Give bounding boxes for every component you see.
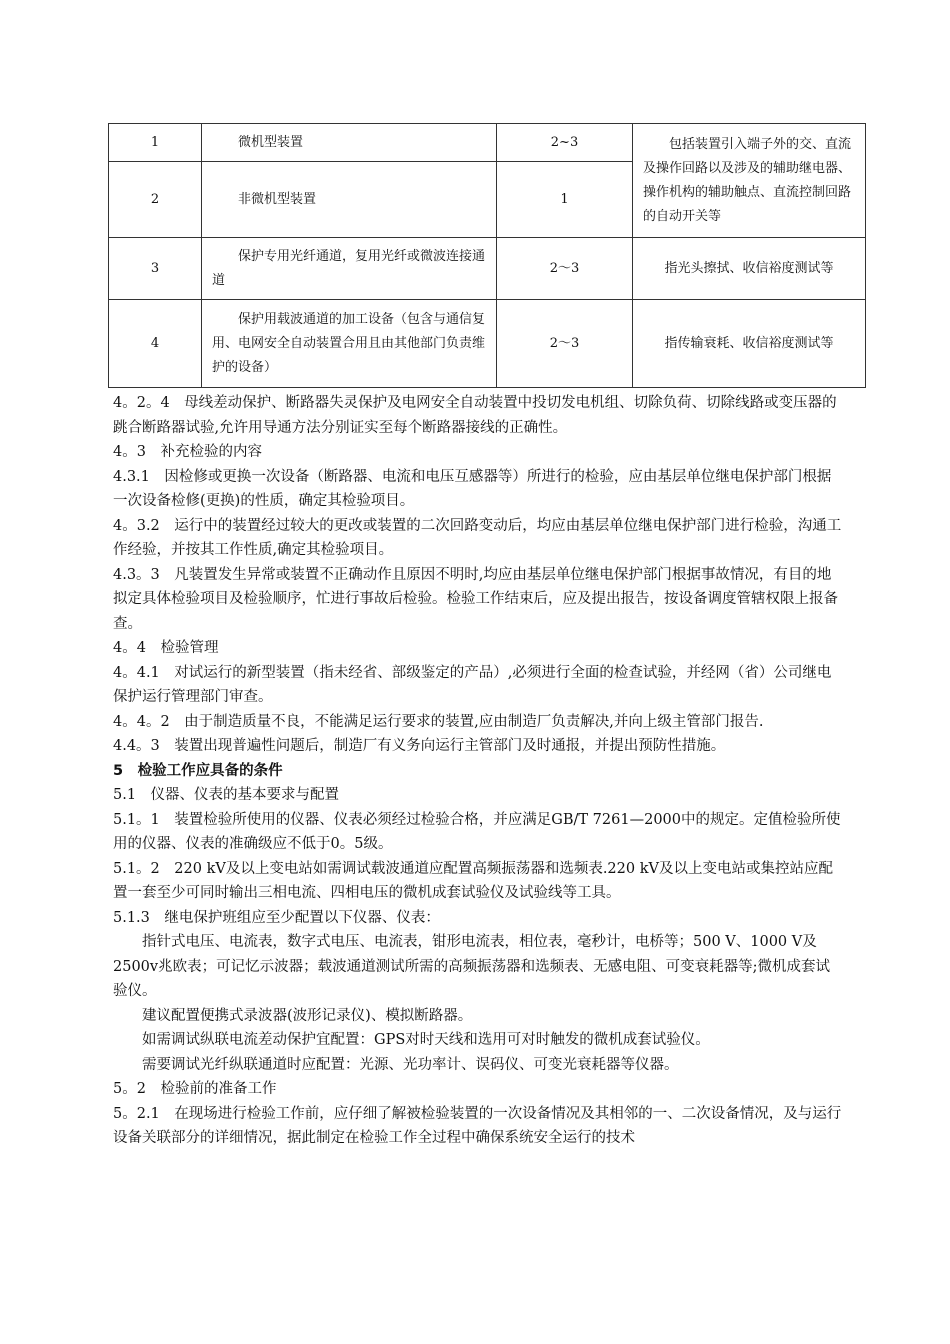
- chapter-heading: 5 检验工作应具备的条件: [113, 762, 283, 779]
- section-heading: 4。3 补充检验的内容: [113, 444, 262, 460]
- row-number: 4: [109, 300, 202, 388]
- paragraph: 5.1.3 继电保护班组应至少配置以下仪器、仪表：: [113, 909, 440, 926]
- row-note: 指光头擦拭、收信裕度测试等: [633, 238, 866, 300]
- paragraph: 4。4.1 对试运行的新型装置（指未经省、部级鉴定的产品）,必须进行全面的检查试验，并经网（省）公司继电保护运行管理部门审查。: [113, 664, 832, 705]
- section-heading: 5.1 仪器、仪表的基本要求与配置: [113, 787, 340, 803]
- paragraph: 5.1。1 装置检验所使用的仪器、仪表必须经过检验合格，并应满足GB/T 7261—2000中的规定。定值检验所使用的仪器、仪表的准确级应不低于0。5级。: [113, 811, 841, 852]
- device-name: 保护用载波通道的加工设备（包含与通信复用、电网安全自动装置合用且由其他部门负责维护的设备）: [202, 300, 497, 388]
- paragraph: 4.3.1 因检修或更换一次设备（断路器、电流和电压互感器等）所进行的检验，应由基层单位继电保护部门根据一次设备检修(更换)的性质，确定其检验项目。: [113, 468, 832, 509]
- row-number: 1: [109, 124, 202, 162]
- table-row: [109, 238, 866, 300]
- cycle-value: 2~3: [497, 124, 633, 162]
- device-name: 非微机型装置: [202, 162, 497, 238]
- row-note: 指传输衰耗、收信裕度测试等: [633, 300, 866, 388]
- paragraph: 4。2。4 母线差动保护、断路器失灵保护及电网安全自动装置中投切发电机组、切除负荷、切除线路或变压器的跳合断路器试验,允许用导通方法分别证实至每个断路器接线的正确性。: [113, 395, 837, 436]
- paragraph: 4。4。2 由于制造质量不良，不能满足运行要求的装置,应由制造厂负责解决,并向上级主管部门报告.: [113, 713, 764, 730]
- paragraph: 指针式电压、电流表，数字式电压、电流表，钳形电流表，相位表，毫秒计，电桥等；500 V、1000 V及2500v兆欧表；可记忆示波器；载波通道测试所需的高频振荡器和选频表、无感电阻、可变衰耗器等;微机成套试验仪。: [113, 934, 830, 999]
- cycle-value: 2～3: [497, 300, 633, 388]
- cycle-value: 2～3: [497, 238, 633, 300]
- device-name: 微机型装置: [202, 124, 497, 162]
- paragraph: 建议配置便携式录波器(波形记录仪)、模拟断路器。: [142, 1007, 473, 1024]
- row-number: 3: [109, 238, 202, 300]
- paragraph: 4。3.2 运行中的装置经过较大的更改或装置的二次回路变动后，均应由基层单位继电保护部门进行检验，沟通工作经验，并按其工作性质,确定其检验项目。: [113, 517, 842, 558]
- paragraph: 需要调试光纤纵联通道时应配置：光源、光功率计、误码仪、可变光衰耗器等仪器。: [142, 1056, 679, 1073]
- section-heading: 4。4 检验管理: [113, 640, 219, 656]
- row-number: 2: [109, 162, 202, 238]
- table-row: [109, 300, 866, 388]
- device-name: 保护专用光纤通道，复用光纤或微波连接通道: [202, 238, 497, 300]
- paragraph: 4.4。3 装置出现普遍性问题后，制造厂有义务向运行主管部门及时通报，并提出预防性措施。: [113, 738, 726, 754]
- paragraph: 5。2.1 在现场进行检验工作前，应仔细了解被检验装置的一次设备情况及其相邻的一、二次设备情况，及与运行设备关联部分的详细情况，据此制定在检验工作全过程中确保系统安全运行的技术: [113, 1105, 842, 1146]
- row-note: 包括装置引入端子外的交、直流及操作回路以及涉及的辅助继电器、操作机构的辅助触点、直流控制回路的自动开关等: [633, 124, 866, 238]
- inspection-cycle-table: [108, 123, 866, 388]
- body-text: [113, 391, 843, 1151]
- paragraph: 4.3。3 凡装置发生异常或装置不正确动作且原因不明时,均应由基层单位继电保护部门根据事故情况，有目的地拟定具体检验项目及检验顺序，忙进行事故后检验。检验工作结束后，应及提出报告，按设备调度管辖权限上报备查。: [113, 566, 838, 632]
- section-heading: 5。2 检验前的准备工作: [113, 1081, 277, 1097]
- cycle-value: 1: [497, 162, 633, 238]
- table-row: [109, 124, 866, 162]
- paragraph: 如需调试纵联电流差动保护宜配置：GPS对时天线和选用可对时触发的微机成套试验仪。: [142, 1032, 710, 1048]
- paragraph: 5.1。2 220 kV及以上变电站如需调试载波通道应配置高频振荡器和选频表.220 kV及以上变电站或集控站应配置一套至少可同时输出三相电流、四相电压的微机成套试验仪及试验线等工具。: [113, 860, 833, 901]
